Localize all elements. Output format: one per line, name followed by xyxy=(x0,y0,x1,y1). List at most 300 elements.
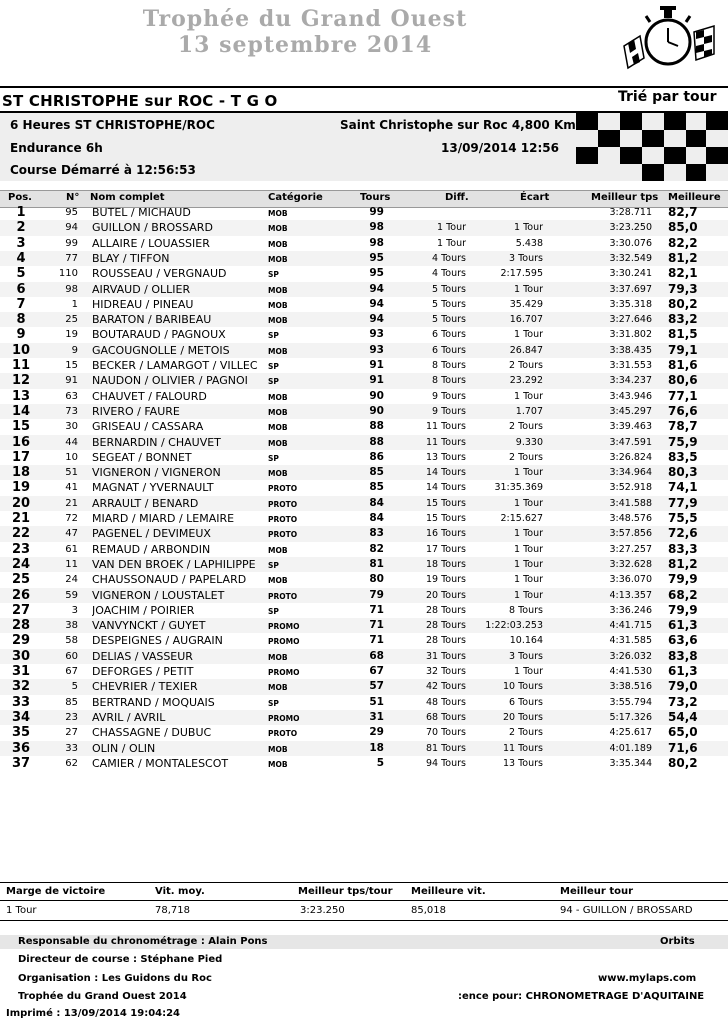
bib-number: 59 xyxy=(65,589,78,601)
difference: 4 Tours xyxy=(432,268,466,280)
difference: 8 Tours xyxy=(432,360,466,371)
bib-number: 11 xyxy=(65,558,78,570)
rider-names: GUILLON / BROSSARD xyxy=(92,221,213,235)
best-lap-value: 94 - GUILLON / BROSSARD xyxy=(560,905,693,916)
position: 14 xyxy=(11,403,31,419)
table-row xyxy=(0,282,728,297)
bib-number: 1 xyxy=(71,298,78,310)
laps: 93 xyxy=(369,343,384,356)
laps: 84 xyxy=(369,496,384,509)
position: 25 xyxy=(11,572,31,588)
best-lap-time: 3:35.344 xyxy=(609,757,652,769)
difference: 15 Tours xyxy=(426,513,466,524)
gap: 3 Tours xyxy=(509,650,543,662)
difference: 15 Tours xyxy=(426,497,466,509)
laps: 5 xyxy=(376,756,384,769)
bib-number: 24 xyxy=(65,574,78,586)
rider-names: OLIN / OLIN xyxy=(92,741,156,755)
bib-number: 99 xyxy=(65,237,78,249)
best-lap-time: 3:39.463 xyxy=(609,421,652,433)
best-lap-time: 4:41.715 xyxy=(609,620,652,632)
col-gap: Écart xyxy=(520,192,550,203)
best-speed: 76,6 xyxy=(668,403,698,418)
gap: 6 Tours xyxy=(509,696,543,708)
position: 2 xyxy=(16,220,26,236)
race-name: 6 Heures ST CHRISTOPHE/ROC xyxy=(10,118,215,132)
gap: 1 Tour xyxy=(514,574,543,586)
category: PROTO xyxy=(268,484,298,494)
position: 4 xyxy=(16,250,26,266)
table-row xyxy=(0,389,728,404)
bib-number: 27 xyxy=(65,727,78,739)
category: PROTO xyxy=(268,515,298,524)
category: MOB xyxy=(268,683,288,693)
gap: 1 Tour xyxy=(514,467,543,479)
best-lap-time: 3:26.824 xyxy=(609,451,652,463)
bib-number: 47 xyxy=(65,528,78,540)
category: PROTO xyxy=(268,591,298,601)
best-lap-time: 3:38.435 xyxy=(609,344,652,356)
difference: 8 Tours xyxy=(432,375,466,387)
rider-names: BUTEL / MICHAUD xyxy=(92,206,191,219)
best-speed: 72,6 xyxy=(668,526,698,541)
bib-number: 23 xyxy=(65,711,78,723)
difference: 1 Tour xyxy=(437,222,466,234)
gap: 20 Tours xyxy=(503,711,543,723)
race-datetime: 13/09/2014 12:56 xyxy=(441,141,559,155)
table-row xyxy=(0,480,728,495)
difference: 14 Tours xyxy=(426,482,466,494)
best-lap-time: 3:32.549 xyxy=(609,252,652,264)
gap: 1 Tour xyxy=(514,497,543,509)
laps: 71 xyxy=(369,619,384,632)
position: 37 xyxy=(11,755,31,771)
best-speed: 83,2 xyxy=(668,312,698,327)
category: SP xyxy=(268,362,279,371)
best-speed: 77,1 xyxy=(668,388,698,403)
gap: 13 Tours xyxy=(503,757,543,769)
best-speed: 80,3 xyxy=(668,465,698,480)
position: 30 xyxy=(11,648,31,664)
laps: 84 xyxy=(369,512,384,524)
difference: 81 Tours xyxy=(426,742,466,754)
gap: 1.707 xyxy=(515,405,543,417)
best-speed: 79,9 xyxy=(668,602,698,617)
laps: 82 xyxy=(369,542,384,555)
best-lap-time-label: Meilleur tps/tour xyxy=(298,886,393,897)
rider-names: BECKER / LAMARGOT / VILLEC xyxy=(92,359,258,372)
bib-number: 95 xyxy=(65,207,78,218)
position: 32 xyxy=(11,679,31,695)
difference: 28 Tours xyxy=(426,604,466,616)
laps: 18 xyxy=(369,741,384,754)
table-row xyxy=(0,603,728,618)
table-row xyxy=(0,557,728,572)
rider-names: ARRAULT / BENARD xyxy=(92,496,199,510)
position: 13 xyxy=(11,388,31,404)
rider-names: GRISEAU / CASSARA xyxy=(92,420,204,434)
table-row xyxy=(0,266,728,281)
best-speed: 75,9 xyxy=(668,434,698,449)
best-lap-time: 4:25.617 xyxy=(609,727,652,739)
bib-number: 77 xyxy=(65,252,78,264)
position: 31 xyxy=(11,664,31,679)
best-lap-time-value: 3:23.250 xyxy=(300,905,345,916)
table-row xyxy=(0,205,728,220)
rider-names: GACOUGNOLLE / METOIS xyxy=(92,343,230,357)
difference: 9 Tours xyxy=(432,405,466,417)
difference: 13 Tours xyxy=(426,451,466,463)
category: MOB xyxy=(268,224,288,234)
bib-number: 73 xyxy=(65,405,78,417)
gap: 1 Tour xyxy=(514,589,543,601)
difference: 48 Tours xyxy=(426,696,466,708)
header-title-line1: Trophée du Grand Ouest xyxy=(142,6,468,32)
best-speed: 80,2 xyxy=(668,755,698,770)
difference: 20 Tours xyxy=(426,589,466,601)
category: MOB xyxy=(268,392,288,402)
laps: 99 xyxy=(369,206,384,218)
difference: 32 Tours xyxy=(426,666,466,677)
bib-number: 110 xyxy=(58,268,78,280)
rider-names: REMAUD / ARBONDIN xyxy=(92,542,211,556)
laps: 94 xyxy=(369,282,384,295)
best-speed: 81,5 xyxy=(668,327,698,342)
best-speed: 61,3 xyxy=(668,664,698,678)
best-speed: 83,8 xyxy=(668,648,698,663)
category: SP xyxy=(268,560,279,570)
checkered-flag-icon xyxy=(576,113,728,181)
gap: 23.292 xyxy=(509,375,543,387)
gap: 31:35.369 xyxy=(494,482,543,494)
bib-number: 33 xyxy=(65,742,78,754)
licence: :ence pour: CHRONOMETRAGE D'AQUITAINE xyxy=(458,991,705,1002)
margin-label: Marge de victoire xyxy=(6,886,106,897)
rider-names: BERNARDIN / CHAUVET xyxy=(92,435,221,449)
rider-names: CHAUVET / FALOURD xyxy=(92,389,207,403)
bib-number: 3 xyxy=(71,604,78,616)
margin-value: 1 Tour xyxy=(6,905,37,916)
bib-number: 91 xyxy=(65,375,78,387)
bib-number: 85 xyxy=(65,696,78,708)
table-row xyxy=(0,649,728,664)
best-lap-time: 3:38.516 xyxy=(609,681,652,693)
table-row xyxy=(0,327,728,342)
difference: 42 Tours xyxy=(426,681,466,693)
category: MOB xyxy=(268,300,288,310)
difference: 31 Tours xyxy=(426,650,466,662)
laps: 85 xyxy=(369,466,384,479)
rider-names: JOACHIM / POIRIER xyxy=(92,603,195,617)
position: 28 xyxy=(11,618,31,634)
best-speed: 83,5 xyxy=(668,449,698,464)
best-lap-time: 3:48.576 xyxy=(609,513,652,524)
table-row xyxy=(0,358,728,373)
best-speed: 82,2 xyxy=(668,235,698,250)
best-speed: 78,7 xyxy=(668,419,698,434)
best-lap-time: 4:31.585 xyxy=(609,635,652,647)
position: 10 xyxy=(11,342,31,358)
category: SP xyxy=(268,698,279,708)
table-row xyxy=(0,725,728,740)
best-lap-time: 3:32.628 xyxy=(609,558,652,570)
difference: 1 Tour xyxy=(437,237,466,249)
gap: 2 Tours xyxy=(509,727,543,739)
header-title-line2: 13 septembre 2014 xyxy=(177,32,433,58)
avg-speed-value: 78,718 xyxy=(155,905,190,916)
best-lap-time: 3:34.964 xyxy=(609,467,652,479)
laps: 98 xyxy=(369,236,384,249)
col-diff: Diff. xyxy=(445,192,469,203)
table-row xyxy=(0,496,728,511)
laps: 80 xyxy=(369,573,384,586)
position: 8 xyxy=(16,312,26,328)
difference: 18 Tours xyxy=(426,558,466,570)
laps: 93 xyxy=(369,328,384,341)
rider-names: PAGENEL / DEVIMEUX xyxy=(92,527,211,541)
col-num: N° xyxy=(66,192,80,203)
laps: 88 xyxy=(369,435,384,448)
rider-names: DEFORGES / PETIT xyxy=(92,665,194,678)
best-speed: 80,2 xyxy=(668,296,698,311)
rider-names: BERTRAND / MOQUAIS xyxy=(92,695,215,709)
gap: 10.164 xyxy=(509,635,543,647)
position: 7 xyxy=(16,296,26,312)
best-lap-time: 4:41.530 xyxy=(609,666,652,677)
gap: 1 Tour xyxy=(514,329,543,341)
position: 6 xyxy=(16,281,26,297)
position: 18 xyxy=(11,465,31,481)
rider-names: VIGNERON / LOUSTALET xyxy=(92,588,225,602)
table-row xyxy=(0,435,728,450)
gap: 1 Tour xyxy=(514,390,543,402)
bib-number: 98 xyxy=(65,283,78,295)
category: MOB xyxy=(268,545,288,555)
table-row xyxy=(0,572,728,587)
gap: 16.707 xyxy=(509,314,543,326)
position: 21 xyxy=(11,511,31,526)
category: PROTO xyxy=(268,729,298,739)
gap: 5.438 xyxy=(515,237,543,249)
best-lap-time: 3:26.032 xyxy=(609,650,652,662)
category: SP xyxy=(268,606,279,616)
best-speed: 81,6 xyxy=(668,358,698,372)
best-lap-time: 3:41.588 xyxy=(609,497,652,509)
category: MOB xyxy=(268,576,288,586)
difference: 6 Tours xyxy=(432,329,466,341)
rider-names: VANVYNCKT / GUYET xyxy=(92,619,206,633)
stopwatch-flags-icon xyxy=(618,2,716,72)
bib-number: 44 xyxy=(65,436,78,448)
rider-names: ALLAIRE / LOUASSIER xyxy=(92,236,210,250)
rider-names: CHASSAGNE / DUBUC xyxy=(92,726,212,740)
timing-manager: Responsable du chronométrage : Alain Pons xyxy=(18,936,268,947)
bib-number: 67 xyxy=(65,666,78,677)
laps: 85 xyxy=(369,481,384,494)
category: SP xyxy=(268,270,279,280)
laps: 95 xyxy=(369,267,384,280)
position: 12 xyxy=(11,373,31,389)
table-row xyxy=(0,220,728,235)
laps: 51 xyxy=(369,695,384,708)
position: 20 xyxy=(11,495,31,511)
bib-number: 21 xyxy=(65,497,78,509)
rider-names: NAUDON / OLIVIER / PAGNOI xyxy=(92,374,248,388)
bib-number: 19 xyxy=(65,329,78,341)
circuit-name: Saint Christophe sur Roc 4,800 Km xyxy=(340,118,576,132)
gap: 1:22:03.253 xyxy=(485,620,543,632)
category: MOB xyxy=(268,407,288,417)
best-lap-label: Meilleur tour xyxy=(560,886,634,897)
category: MOB xyxy=(268,285,288,295)
laps: 88 xyxy=(369,420,384,433)
best-speed: 74,1 xyxy=(668,480,698,495)
table-row xyxy=(0,756,728,771)
laps: 94 xyxy=(369,297,384,310)
position: 22 xyxy=(11,526,31,542)
gap: 8 Tours xyxy=(509,604,543,616)
rider-names: RIVERO / FAURE xyxy=(92,404,180,418)
position: 26 xyxy=(11,587,31,603)
difference: 19 Tours xyxy=(426,574,466,586)
best-speed-value: 85,018 xyxy=(411,905,446,916)
laps: 91 xyxy=(369,359,384,371)
difference: 11 Tours xyxy=(426,436,466,448)
table-row xyxy=(0,633,728,648)
best-lap-time: 3:35.318 xyxy=(609,298,652,310)
gap: 1 Tour xyxy=(514,283,543,295)
difference: 28 Tours xyxy=(426,635,466,647)
category: MOB xyxy=(268,254,288,264)
gap: 1 Tour xyxy=(514,666,543,677)
position: 5 xyxy=(16,266,26,282)
rider-names: BARATON / BARIBEAU xyxy=(92,313,212,327)
best-lap-time: 4:01.189 xyxy=(609,742,652,754)
gap: 9.330 xyxy=(515,436,543,448)
laps: 71 xyxy=(369,634,384,647)
position: 34 xyxy=(11,709,31,725)
organisation: Organisation : Les Guidons du Roc xyxy=(18,973,212,984)
best-speed-label: Meilleure vit. xyxy=(411,886,486,897)
bib-number: 72 xyxy=(65,513,78,524)
gap: 1 Tour xyxy=(514,222,543,234)
table-row xyxy=(0,373,728,388)
laps: 57 xyxy=(369,680,384,693)
best-speed: 85,0 xyxy=(668,220,698,235)
table-row xyxy=(0,526,728,541)
table-row xyxy=(0,465,728,480)
gap: 2 Tours xyxy=(509,360,543,371)
best-speed: 54,4 xyxy=(668,709,698,724)
best-lap-time: 3:45.297 xyxy=(609,405,652,417)
gap: 26.847 xyxy=(509,344,543,356)
laps: 81 xyxy=(369,557,384,570)
best-lap-time: 3:27.257 xyxy=(609,543,652,555)
rider-names: DESPEIGNES / AUGRAIN xyxy=(92,634,223,648)
col-laps: Tours xyxy=(360,192,391,203)
table-row xyxy=(0,450,728,465)
best-lap-time: 3:31.802 xyxy=(609,329,652,341)
difference: 5 Tours xyxy=(432,314,466,326)
bib-number: 10 xyxy=(65,451,78,463)
gap: 1 Tour xyxy=(514,543,543,555)
bib-number: 5 xyxy=(71,681,78,693)
col-best-speed: Meilleure xyxy=(668,192,721,203)
best-lap-time: 4:13.357 xyxy=(609,589,652,601)
position: 9 xyxy=(16,327,26,343)
best-speed: 82,7 xyxy=(668,205,698,219)
best-speed: 81,2 xyxy=(668,556,698,571)
best-speed: 77,9 xyxy=(668,495,698,510)
bib-number: 41 xyxy=(65,482,78,494)
difference: 5 Tours xyxy=(432,298,466,310)
laps: 29 xyxy=(369,726,384,739)
category: MOB xyxy=(268,652,288,662)
rider-names: AIRVAUD / OLLIER xyxy=(92,282,191,296)
category: PROMO xyxy=(268,637,300,647)
position: 24 xyxy=(11,556,31,572)
table-row xyxy=(0,236,728,251)
table-row xyxy=(0,588,728,603)
best-lap-time: 3:36.246 xyxy=(609,604,652,616)
col-best-lap: Meilleur tps xyxy=(591,192,659,203)
category: SP xyxy=(268,377,279,387)
best-speed: 79,0 xyxy=(668,679,698,694)
rider-names: VAN DEN BROEK / LAPHILIPPE xyxy=(92,557,256,571)
race-category: Endurance 6h xyxy=(10,141,103,155)
position: 35 xyxy=(11,725,31,741)
category: SP xyxy=(268,453,279,463)
race-start: Course Démarré à 12:56:53 xyxy=(10,163,196,177)
laps: 98 xyxy=(369,221,384,234)
table-row xyxy=(0,312,728,327)
bib-number: 51 xyxy=(65,467,78,479)
best-lap-time: 3:52.918 xyxy=(609,482,652,494)
table-row xyxy=(0,679,728,694)
table-row xyxy=(0,710,728,725)
table-row xyxy=(0,511,728,526)
best-speed: 68,2 xyxy=(668,587,698,602)
position: 36 xyxy=(11,740,31,756)
event-title: ST CHRISTOPHE sur ROC - T G O xyxy=(2,92,278,110)
table-row xyxy=(0,404,728,419)
bib-number: 58 xyxy=(65,635,78,647)
gap: 1 Tour xyxy=(514,528,543,540)
category: MOB xyxy=(268,423,288,433)
best-lap-time: 5:17.326 xyxy=(609,711,652,723)
rider-names: SEGEAT / BONNET xyxy=(92,450,192,464)
table-row xyxy=(0,343,728,358)
laps: 83 xyxy=(369,527,384,540)
gap: 2 Tours xyxy=(509,451,543,463)
best-speed: 81,2 xyxy=(668,250,698,265)
laps: 79 xyxy=(369,588,384,601)
rider-names: MIARD / MIARD / LEMAIRE xyxy=(92,512,235,525)
bib-number: 15 xyxy=(65,360,78,371)
position: 11 xyxy=(11,358,31,373)
laps: 95 xyxy=(369,251,384,264)
best-lap-time: 3:34.237 xyxy=(609,375,652,387)
category: MOB xyxy=(268,438,288,448)
best-speed: 79,9 xyxy=(668,572,698,587)
laps: 91 xyxy=(369,374,384,387)
bib-number: 61 xyxy=(65,543,78,555)
rider-names: VIGNERON / VIGNERON xyxy=(92,466,221,480)
difference: 4 Tours xyxy=(432,252,466,264)
rider-names: ROUSSEAU / VERGNAUD xyxy=(92,267,227,281)
col-pos: Pos. xyxy=(8,192,32,203)
best-lap-time: 3:28.711 xyxy=(609,207,652,218)
